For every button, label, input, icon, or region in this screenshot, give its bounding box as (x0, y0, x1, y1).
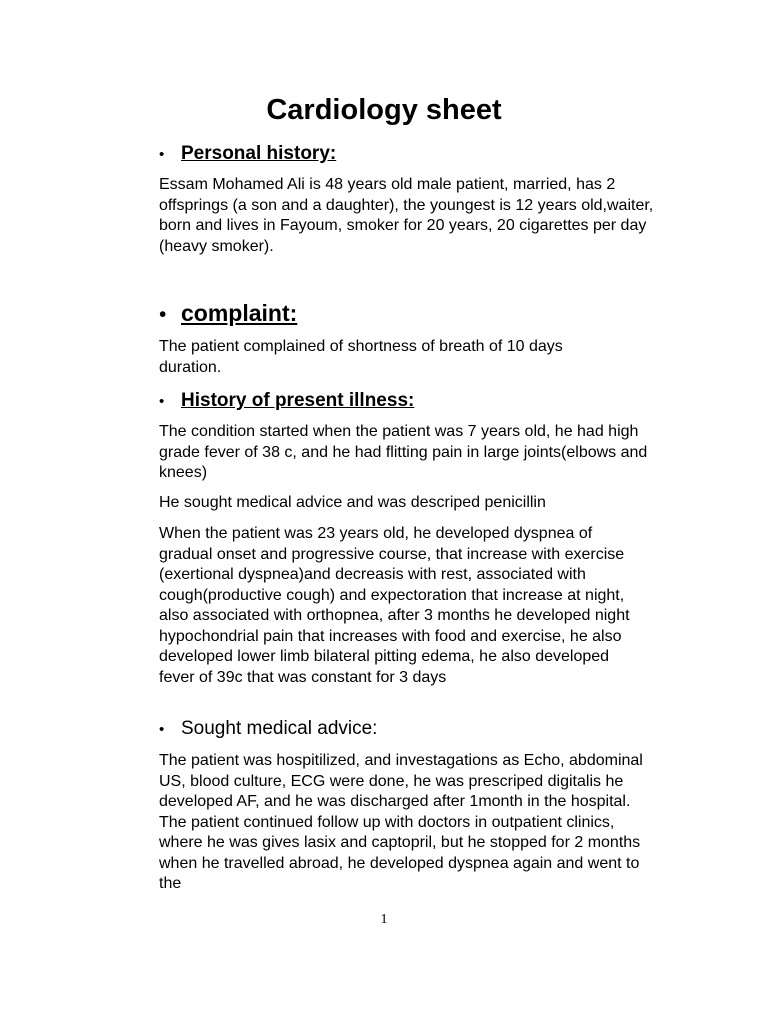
heading-sought-medical-advice-text: Sought medical advice: (181, 718, 378, 739)
page-number: 1 (380, 912, 388, 927)
heading-personal-history-text: Personal history: (181, 143, 337, 164)
bullet-icon: • (159, 303, 167, 326)
bullet-icon: • (159, 393, 165, 410)
heading-personal-history (159, 142, 336, 167)
heading-sought-medical-advice (159, 717, 377, 742)
page-title: Cardiology sheet (266, 94, 502, 126)
paragraph-personal-history: Essam Mohamed Ali is 48 years old male patient, married, has 2 offsprings (a son and a daughter), the youngest is 12 years old,waiter, born and lives in Fayoum, smoker for 20 years, 20 cigarettes per day (heavy smoker). (159, 176, 654, 255)
heading-complaint-text: complaint: (181, 300, 298, 326)
bullet-icon: • (159, 146, 165, 163)
paragraph-history-dyspnea: When the patient was 23 years old, he developed dyspnea of gradual onset and progressive course, that increase with exercise (exertional dyspnea)and decreasis with rest, associated with cough(productive cough) and expectoration that increase at night, also associated with orthopnea, after 3 months he developed night hypochondrial pain that increases with food and exercise, he also developed lower limb bilateral pitting edema, he also developed fever of 39c that was constant for 3 days (159, 525, 630, 686)
bullet-icon: • (159, 721, 165, 738)
paragraph-history-advice: He sought medical advice and was descriped penicillin (159, 494, 546, 511)
paragraph-complaint: The patient complained of shortness of breath of 10 days duration. (159, 338, 563, 376)
heading-history-present-illness (159, 389, 414, 414)
heading-history-present-illness-text: History of present illness: (181, 390, 415, 411)
paragraph-sought-medical-advice: The patient was hospitilized, and investagations as Echo, abdominal US, blood culture, ECG were done, he was prescriped digitalis he developed AF, and he was discharged after 1month in the hospital. The patient continued follow up with doctors in outpatient clinics, where he was gives lasix and captopril, but he stopped for 2 months when he travelled abroad, he developed dyspnea again and went to the (159, 752, 643, 892)
heading-complaint (159, 299, 297, 329)
paragraph-history-onset: The condition started when the patient was 7 years old, he had high grade fever of 38 c, and he had flitting pain in large joints(elbows and knees) (159, 423, 648, 481)
